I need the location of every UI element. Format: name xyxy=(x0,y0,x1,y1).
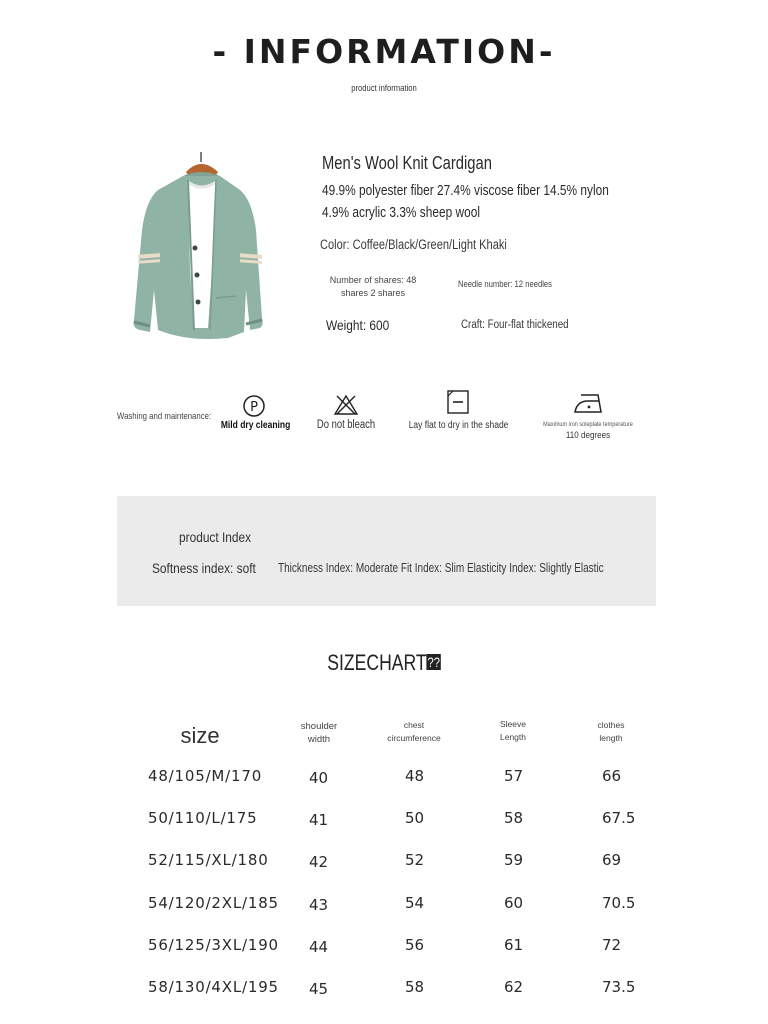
cell-clothes: 67.5 xyxy=(602,809,636,827)
cell-shoulder: 40 xyxy=(309,769,329,787)
size-chart-title-text: SIZECHART xyxy=(327,650,427,675)
cell-sleeve: 60 xyxy=(504,894,524,912)
color-options: Color: Coffee/Black/Green/Light Khaki xyxy=(320,237,507,252)
size-chart-title-glyph: ?? xyxy=(427,654,440,670)
cell-size: 56/125/3XL/190 xyxy=(148,936,279,954)
softness-index: Softness index: soft xyxy=(152,560,256,576)
cell-sleeve: 58 xyxy=(504,809,524,827)
cell-sleeve: 59 xyxy=(504,851,524,869)
product-index-panel xyxy=(117,496,656,606)
dry-clean-p-icon xyxy=(241,393,267,419)
cell-chest: 50 xyxy=(405,809,425,827)
header-line: shoulder xyxy=(300,721,338,732)
svg-text:P: P xyxy=(250,400,258,415)
cell-shoulder: 44 xyxy=(309,938,329,956)
header-line: width xyxy=(307,734,331,745)
cell-clothes: 70.5 xyxy=(602,894,636,912)
iron-low-icon xyxy=(572,391,604,415)
header-line: clothes xyxy=(597,720,625,730)
cell-clothes: 73.5 xyxy=(602,978,636,996)
header-line: length xyxy=(599,733,623,743)
other-indices: Thickness Index: Moderate Fit Index: Slim Elasticity Index: Slightly Elastic xyxy=(278,561,604,575)
table-row xyxy=(0,936,768,966)
table-row xyxy=(0,767,768,797)
no-bleach-icon xyxy=(332,393,360,417)
cell-clothes: 66 xyxy=(602,767,622,785)
cell-size: 48/105/M/170 xyxy=(148,767,263,785)
cell-size: 52/115/XL/180 xyxy=(148,851,269,869)
page-title: - INFORMATION- xyxy=(212,32,556,71)
size-chart-title xyxy=(77,650,691,676)
column-header-shoulder xyxy=(289,720,349,746)
composition-line-1: 49.9% polyester fiber 27.4% viscose fiber 14.5% nylon xyxy=(322,183,609,199)
column-header-size: size xyxy=(180,723,220,748)
care-text: Maximum iron soleplate temperature xyxy=(543,421,633,428)
cell-chest: 54 xyxy=(405,894,425,912)
column-header-clothes xyxy=(581,719,641,745)
cell-shoulder: 45 xyxy=(309,980,329,998)
product-name: Men's Wool Knit Cardigan xyxy=(322,153,492,173)
header-line: Length xyxy=(500,732,526,742)
header-line: circumference xyxy=(387,733,441,743)
table-row xyxy=(0,851,768,881)
cell-shoulder: 42 xyxy=(309,853,329,871)
cell-size: 58/130/4XL/195 xyxy=(148,978,279,996)
craft-spec: Craft: Four-flat thickened xyxy=(461,319,569,331)
header-line: chest xyxy=(403,720,425,730)
table-row xyxy=(0,809,768,839)
care-text: Mild dry cleaning xyxy=(220,420,291,431)
composition-line-2: 4.9% acrylic 3.3% sheep wool xyxy=(322,205,480,221)
cell-clothes: 72 xyxy=(602,936,622,954)
dry-flat-shade-icon xyxy=(446,389,470,415)
cell-sleeve: 62 xyxy=(504,978,524,996)
care-item-no-bleach xyxy=(310,393,382,431)
cell-chest: 58 xyxy=(405,978,425,996)
table-row xyxy=(0,978,768,1008)
needle-spec: Needle number: 12 needles xyxy=(458,279,552,289)
washing-label: Washing and maintenance: xyxy=(117,411,212,422)
cell-chest: 56 xyxy=(405,936,425,954)
cell-size: 50/110/L/175 xyxy=(148,809,258,827)
cell-size: 54/120/2XL/185 xyxy=(148,894,279,912)
care-text-temperature: 110 degrees xyxy=(565,430,611,441)
cell-chest: 52 xyxy=(405,851,425,869)
column-header-chest xyxy=(374,719,454,745)
care-item-iron xyxy=(530,391,646,441)
cell-sleeve: 61 xyxy=(504,936,524,954)
cell-shoulder: 43 xyxy=(309,896,329,914)
care-item-dry-clean xyxy=(215,393,293,431)
weight-spec: Weight: 600 xyxy=(326,317,390,333)
care-item-dry-flat xyxy=(400,389,516,431)
header-line: Sleeve xyxy=(500,719,526,729)
column-header-sleeve xyxy=(483,718,543,744)
shares-spec: Number of shares: 48 shares 2 shares xyxy=(329,275,417,298)
care-text: Lay flat to dry in the shade xyxy=(408,420,509,431)
cell-chest: 48 xyxy=(405,767,425,785)
page-subtitle: product information xyxy=(351,83,417,93)
cell-sleeve: 57 xyxy=(504,767,524,785)
care-text: Do not bleach xyxy=(316,419,376,431)
cell-shoulder: 41 xyxy=(309,811,329,829)
table-row xyxy=(0,894,768,924)
product-image xyxy=(128,150,268,345)
cell-clothes: 69 xyxy=(602,851,622,869)
product-index-title: product Index xyxy=(179,529,252,545)
